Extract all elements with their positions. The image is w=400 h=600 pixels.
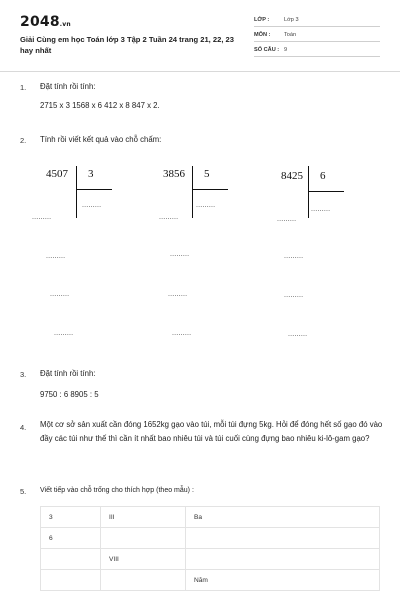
dividend: 8425 [281, 170, 303, 182]
table-cell [41, 549, 101, 570]
roman-numeral-table [40, 506, 380, 591]
question-3-number: 3. [20, 370, 27, 379]
division-horizontal-bar [76, 189, 112, 190]
meta-count-label: SỐ CÂU : [254, 47, 280, 53]
division-vertical-bar [192, 166, 193, 218]
site-logo[interactable] [20, 14, 71, 30]
division-horizontal-bar [308, 191, 344, 192]
working-dots: ......... [46, 253, 66, 260]
working-dots: ......... [170, 251, 190, 258]
working-dots: ......... [288, 331, 308, 338]
meta-class [254, 13, 380, 27]
working-dots: ......... [50, 291, 70, 298]
dividend: 4507 [46, 168, 68, 180]
meta-count-value: 9 [284, 47, 288, 53]
logo-text: 2048 [20, 14, 60, 30]
question-5-number: 5. [20, 487, 27, 496]
table-cell: VIII [101, 549, 186, 570]
answer-dots: ......... [32, 214, 52, 221]
table-row [41, 507, 380, 528]
question-3-text: Đặt tính rồi tính: [40, 369, 96, 378]
question-1-text: Đặt tính rồi tính: [40, 82, 96, 91]
header-divider [0, 71, 400, 72]
table-cell: Ba [186, 507, 380, 528]
table-cell [101, 570, 186, 591]
working-dots: ......... [284, 253, 304, 260]
working-dots: ......... [284, 292, 304, 299]
division-horizontal-bar [192, 189, 228, 190]
divisor: 3 [88, 168, 94, 180]
logo-suffix: .vn [59, 21, 71, 28]
table-row [41, 549, 380, 570]
table-cell [101, 528, 186, 549]
working-dots: ......... [54, 330, 74, 337]
meta-subject [254, 28, 380, 42]
quotient-dots: ......... [196, 202, 216, 209]
table-cell [41, 570, 101, 591]
table-cell [186, 528, 380, 549]
working-dots: ......... [172, 330, 192, 337]
question-4-text: Một cơ sở sản xuất cần đóng 1652kg gạo vào túi, mỗi túi đựng 5kg. Hỏi để đóng hết số gạo đó vào đầy các túi như thế thì cần ít nhất bao nhiêu túi và túi cuối cùng đựng bao nhiêu ki-lô-gam gạo? [40, 420, 383, 443]
question-1-number: 1. [20, 83, 27, 92]
working-dots: ......... [168, 291, 188, 298]
meta-class-value: Lớp 3 [284, 17, 299, 23]
meta-subject-label: MÔN : [254, 32, 271, 38]
table-cell: 6 [41, 528, 101, 549]
table-row [41, 570, 380, 591]
answer-dots: ......... [159, 214, 179, 221]
question-2-number: 2. [20, 136, 27, 145]
table-cell [186, 549, 380, 570]
answer-dots: ......... [277, 216, 297, 223]
division-vertical-bar [76, 166, 77, 218]
meta-count [254, 43, 380, 57]
document-header [0, 0, 400, 70]
document-title: Giải Cùng em học Toán lớp 3 Tập 2 Tuần 24 trang 21, 22, 23 hay nhất [20, 35, 234, 55]
division-vertical-bar [308, 166, 309, 218]
question-3-items: 9750 : 6 8905 : 5 [40, 390, 99, 399]
meta-subject-value: Toán [284, 32, 297, 38]
quotient-dots: ......... [82, 202, 102, 209]
dividend: 3856 [163, 168, 185, 180]
table-row [41, 528, 380, 549]
divisor: 5 [204, 168, 210, 180]
table-cell: Năm [186, 570, 380, 591]
question-5-text: Viết tiếp vào chỗ trống cho thích hợp (theo mẫu) : [40, 487, 194, 494]
meta-class-label: LỚP : [254, 17, 270, 23]
question-4-number: 4. [20, 423, 27, 432]
quotient-dots: ......... [311, 206, 331, 213]
table-cell: 3 [41, 507, 101, 528]
table-cell: III [101, 507, 186, 528]
question-1-items: 2715 x 3 1568 x 6 412 x 8 847 x 2. [40, 101, 160, 110]
question-2-text: Tính rồi viết kết quả vào chỗ chấm: [40, 135, 162, 144]
divisor: 6 [320, 170, 326, 182]
